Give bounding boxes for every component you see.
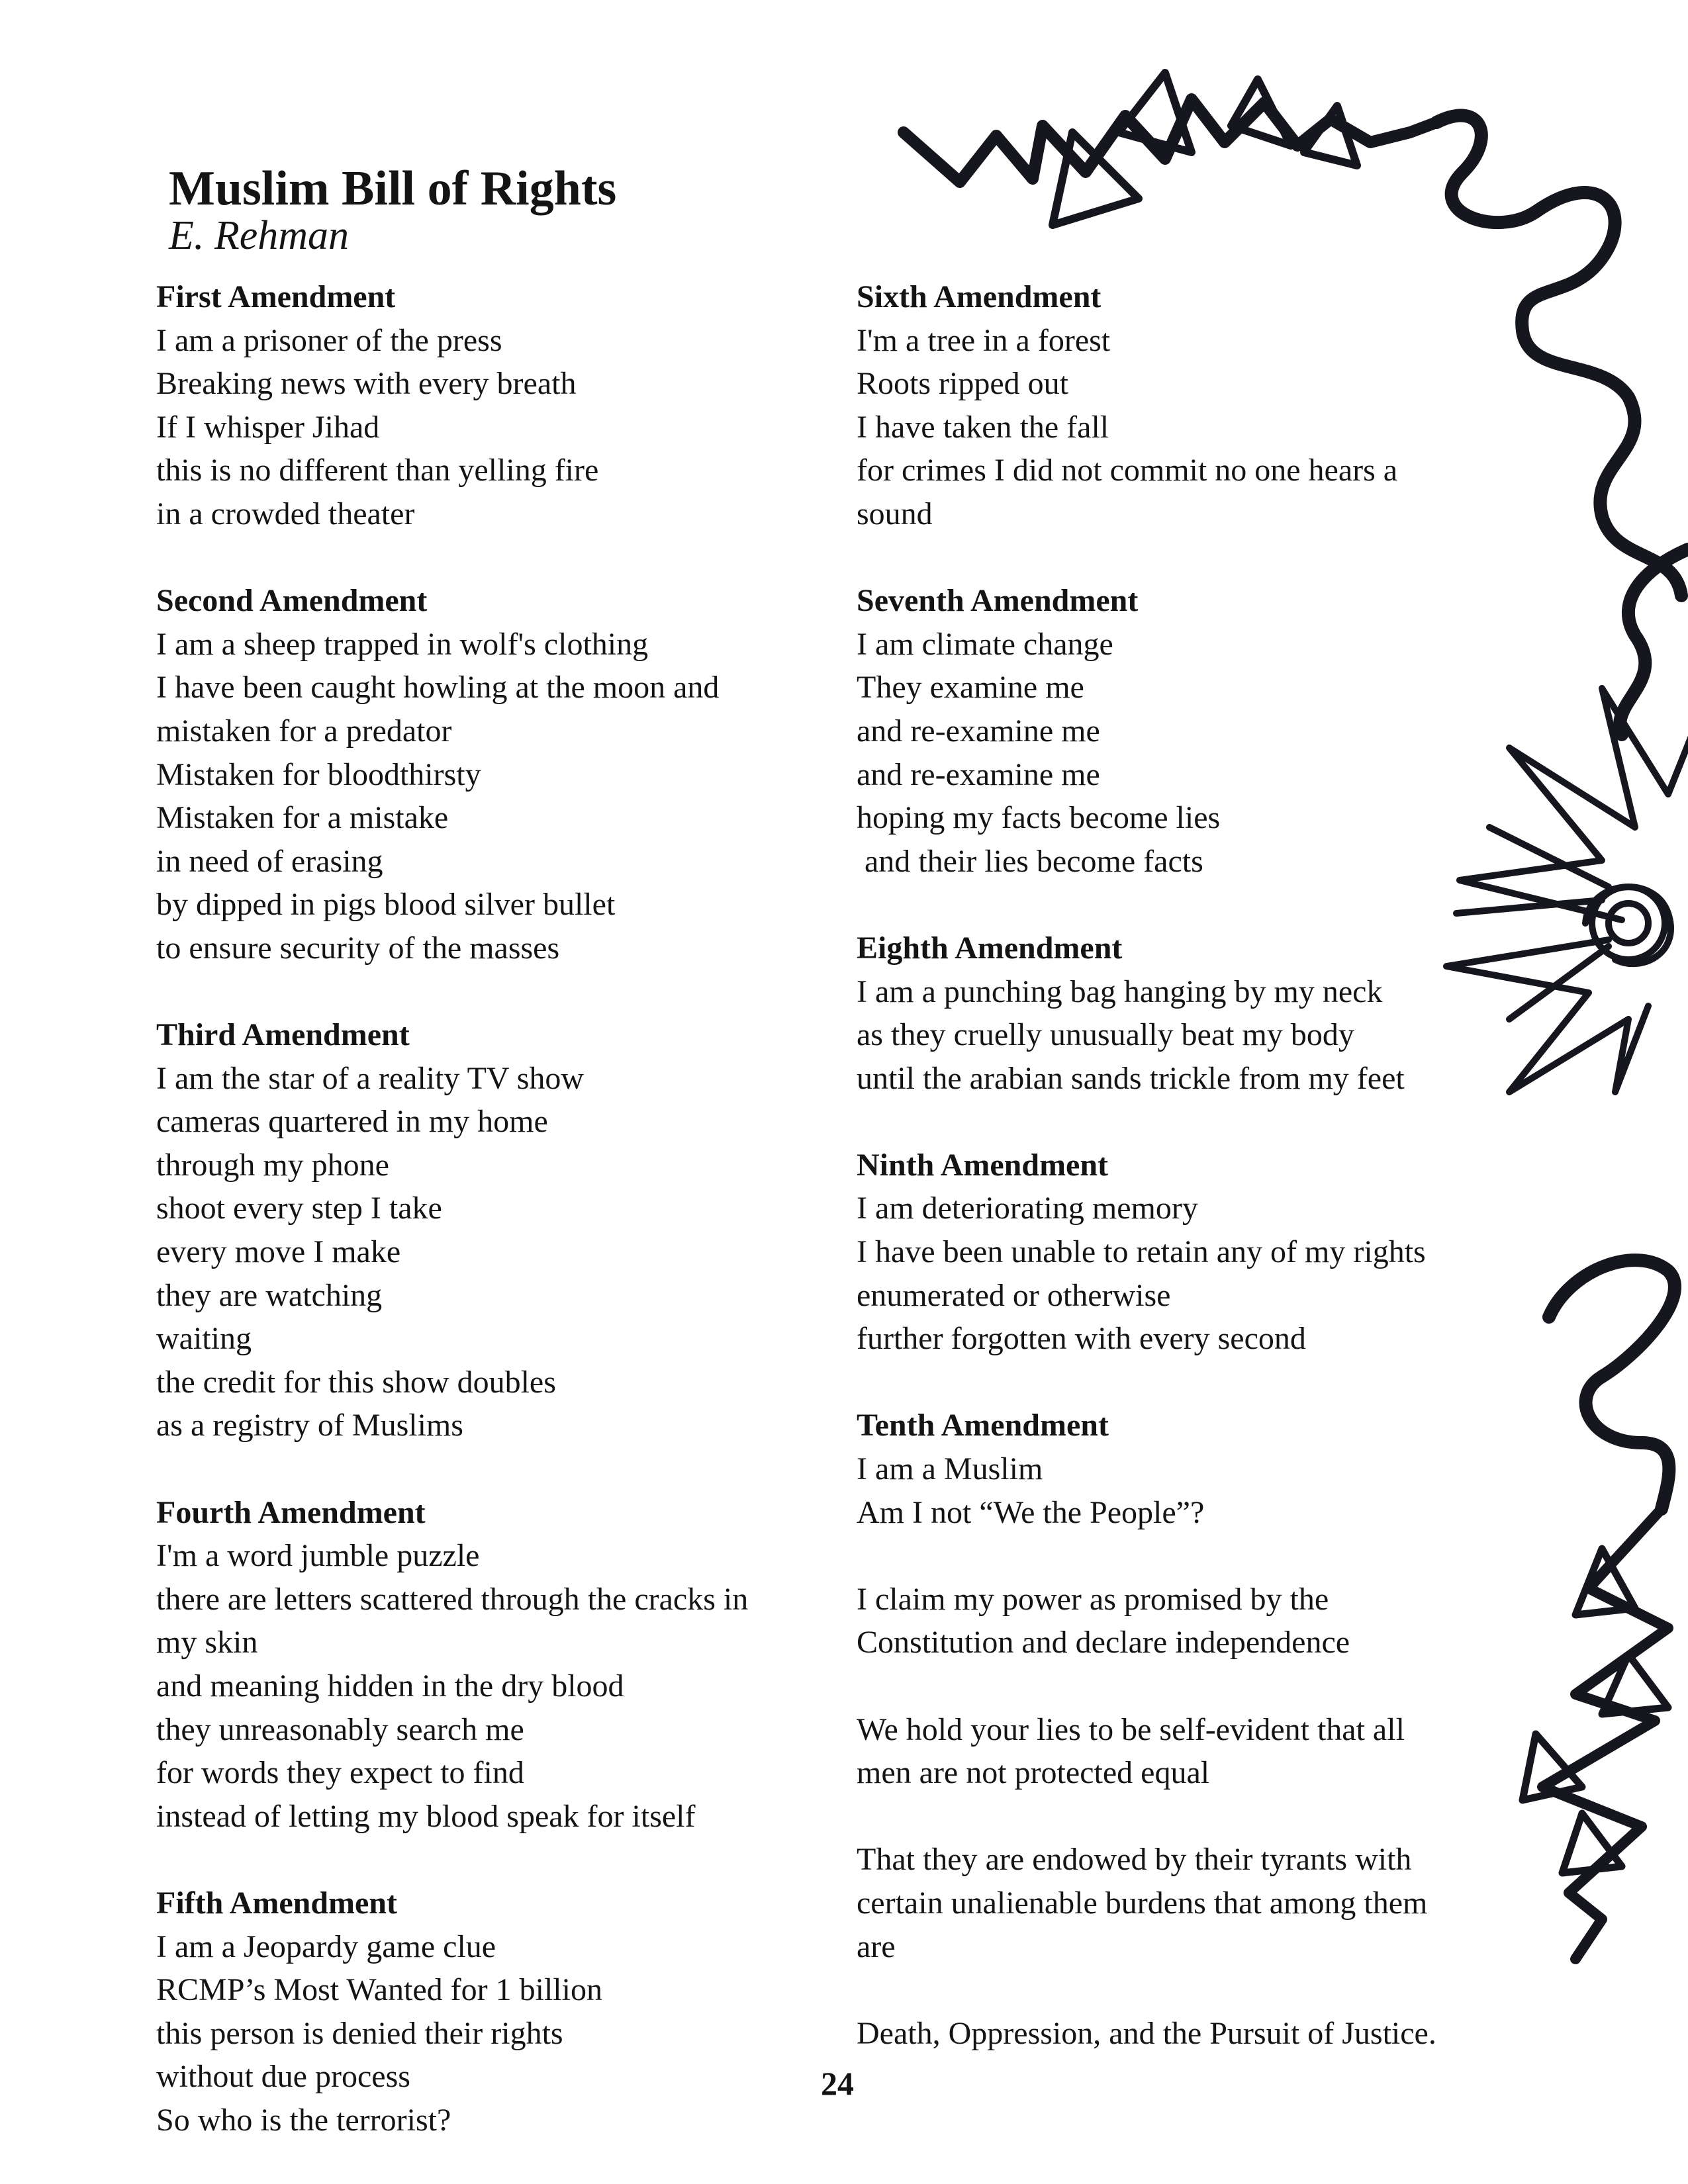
poem-line: Breaking news with every breath	[156, 366, 577, 402]
amendment-section	[857, 275, 1519, 536]
poem-line: Roots ripped out	[857, 366, 1068, 402]
poem-line: I'm a tree in a forest	[857, 322, 1111, 358]
poem-line: If I whisper Jihad	[156, 409, 380, 445]
amendment-heading: First Amendment	[156, 279, 396, 314]
poem-line: shoot every step I take	[156, 1191, 442, 1226]
amendment-section	[857, 927, 1519, 1100]
amendment-heading: Second Amendment	[156, 583, 428, 619]
amendment-section	[857, 1144, 1519, 1361]
poem-line: instead of letting my blood speak for itself	[156, 1798, 696, 1834]
poem-line: are	[857, 1929, 896, 1964]
poem-line: That they are endowed by their tyrants with	[857, 1842, 1412, 1878]
poem-line: until the arabian sands trickle from my feet	[857, 1060, 1405, 1096]
poem-line: I am climate change	[857, 626, 1113, 662]
poem-line: I have taken the fall	[857, 409, 1109, 445]
triangle-mark	[1562, 1813, 1622, 1873]
poem-line: in a crowded theater	[156, 496, 415, 531]
poem-line: I am a sheep trapped in wolf's clothing	[156, 626, 649, 662]
poem-line: through my phone	[156, 1147, 389, 1183]
triangle-mark	[1575, 1549, 1635, 1615]
triangle-mark	[1602, 1655, 1668, 1714]
amendment-heading: Seventh Amendment	[857, 583, 1139, 619]
triangle-mark	[1523, 1734, 1582, 1800]
amendment-heading: Ninth Amendment	[857, 1147, 1109, 1183]
amendment-section	[156, 1491, 838, 1839]
poem-line: I am a punching bag hanging by my neck	[857, 974, 1383, 1009]
poem-line: So who is the terrorist?	[156, 2102, 451, 2138]
poem-line: enumerated or otherwise	[857, 1277, 1171, 1313]
poem-line: to ensure security of the masses	[156, 930, 560, 966]
triangle-mark	[1231, 79, 1291, 146]
amendment-section	[857, 2012, 1519, 2056]
left-column	[156, 275, 838, 2142]
poem-line: they unreasonably search me	[156, 1711, 524, 1747]
amendment-heading: Eighth Amendment	[857, 930, 1123, 966]
amendment-section	[156, 579, 838, 970]
amendment-heading: Fourth Amendment	[156, 1494, 426, 1530]
poem-line: the credit for this show doubles	[156, 1364, 556, 1400]
right-column	[857, 275, 1519, 2055]
triangle-mark	[1304, 106, 1357, 165]
poem-line: there are letters scattered through the cracks in	[156, 1581, 749, 1617]
poem-line: Mistaken for bloodthirsty	[156, 756, 481, 792]
poem-title: Muslim Bill of Rights	[169, 161, 617, 216]
ribbon-squiggle-lower	[1549, 1260, 1675, 1509]
poem-line: as a registry of Muslims	[156, 1408, 463, 1443]
poem-line: Am I not “We the People”?	[857, 1494, 1205, 1530]
poem-line: by dipped in pigs blood silver bullet	[156, 887, 616, 923]
amendment-heading: Fifth Amendment	[156, 1885, 397, 1921]
poem-line: my skin	[156, 1625, 258, 1661]
zigzag-band-top	[904, 99, 1436, 182]
poem-line: and their lies become facts	[857, 843, 1203, 879]
poem-line: I have been caught howling at the moon and	[156, 670, 720, 705]
amendment-section	[857, 1708, 1519, 1795]
poem-line: this is no different than yelling fire	[156, 453, 599, 488]
amendment-section	[156, 1882, 838, 2142]
amendment-section	[857, 1404, 1519, 1534]
zigzag-band-lower	[1542, 1509, 1668, 1959]
amendment-section	[156, 1013, 838, 1447]
poem-line: I have been unable to retain any of my rights	[857, 1234, 1426, 1270]
poem-line: men are not protected equal	[857, 1755, 1210, 1791]
amendment-section	[857, 579, 1519, 883]
amendment-heading: Tenth Amendment	[857, 1408, 1109, 1443]
poem-line: I am the star of a reality TV show	[156, 1060, 585, 1096]
amendment-section	[857, 1838, 1519, 1968]
triangle-mark	[1119, 73, 1192, 152]
amendment-heading: Sixth Amendment	[857, 279, 1102, 314]
poem-line: every move I make	[156, 1234, 401, 1270]
poem-line: waiting	[156, 1321, 252, 1357]
poem-line: I am a Muslim	[857, 1451, 1043, 1487]
poem-line: Death, Oppression, and the Pursuit of Justice.	[857, 2015, 1436, 2051]
poem-line: certain unalienable burdens that among them	[857, 1885, 1428, 1921]
poem-line: I am a prisoner of the press	[156, 322, 502, 358]
poem-line: hoping my facts become lies	[857, 800, 1221, 836]
poem-author: E. Rehman	[169, 213, 350, 258]
poem-line: and meaning hidden in the dry blood	[156, 1668, 624, 1704]
poem-line: for crimes I did not commit no one hears a	[857, 453, 1398, 488]
poem-line: I am deteriorating memory	[857, 1191, 1198, 1226]
poem-line: Mistaken for a mistake	[156, 800, 449, 836]
poem-line: mistaken for a predator	[156, 713, 452, 749]
poem-line: cameras quartered in my home	[156, 1104, 548, 1140]
poem-line: I claim my power as promised by the	[857, 1581, 1329, 1617]
poem-line: further forgotten with every second	[857, 1321, 1306, 1357]
poem-line: I am a Jeopardy game clue	[156, 1929, 496, 1964]
poem-line: and re-examine me	[857, 756, 1100, 792]
poem-line: I'm a word jumble puzzle	[156, 1538, 480, 1574]
poem-line: in need of erasing	[156, 843, 383, 879]
poem-line: RCMP’s Most Wanted for 1 billion	[156, 1972, 602, 2008]
poem-line: We hold your lies to be self-evident that all	[857, 1711, 1405, 1747]
poem-line: They examine me	[857, 670, 1084, 705]
poem-line: and re-examine me	[857, 713, 1100, 749]
poem-line: as they cruelly unusually beat my body	[857, 1017, 1354, 1053]
poem-line: without due process	[156, 2059, 410, 2095]
poem-line: they are watching	[156, 1277, 383, 1313]
amendment-section	[156, 275, 838, 536]
amendment-heading: Third Amendment	[156, 1017, 410, 1053]
triangle-mark	[1053, 132, 1139, 225]
poem-line: Constitution and declare independence	[857, 1625, 1350, 1661]
poem-line: sound	[857, 496, 933, 531]
amendment-section	[857, 1578, 1519, 1664]
poem-line: this person is denied their rights	[156, 2015, 563, 2051]
poem-line: for words they expect to find	[156, 1755, 524, 1791]
page-number: 24	[821, 2065, 854, 2102]
